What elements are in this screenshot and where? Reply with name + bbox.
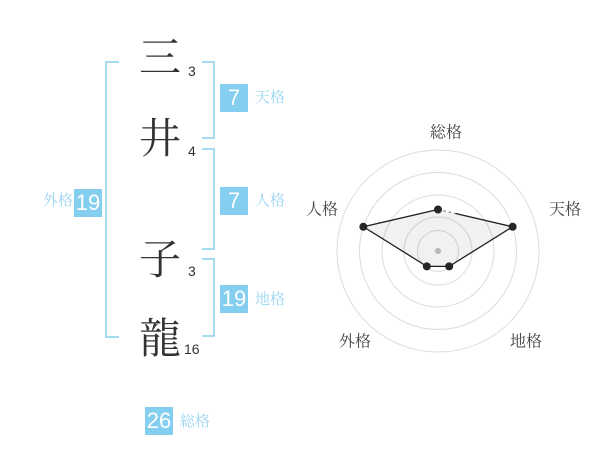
stroke-count-1: 3 [188,63,196,79]
radar-axis-label-jinkaku: 人格 [305,201,339,219]
soukaku-value-box: 26 [146,408,172,433]
chikaku-value-box: 19 [221,286,247,311]
stroke-count-3: 3 [188,263,196,279]
gaikaku-value-box: 19 [75,190,101,215]
radar-axis-label-gaikaku: 外格 [338,333,372,351]
stroke-count-4: 16 [184,341,200,357]
radar-axis-label-soukaku: 総格 [429,124,463,142]
chikaku-label: 地格 [255,291,286,308]
radar-axis-label-chikaku: 地格 [509,333,543,351]
name-char-3: 子 [138,236,181,283]
name-char-2: 井 [138,115,181,162]
stroke-count-2: 4 [188,143,196,159]
jinkaku-value-box: 7 [220,187,248,215]
name-char-4: 龍 [138,315,181,362]
gaikaku-label: 外格 [43,192,74,209]
tenkaku-label: 天格 [255,89,286,106]
jinkaku-label: 人格 [255,192,286,209]
tenkaku-value-box: 7 [220,84,248,112]
name-char-1: 三 [138,34,181,81]
radar-axis-label-tenkaku: 天格 [548,201,582,219]
soukaku-label: 総格 [180,413,211,430]
